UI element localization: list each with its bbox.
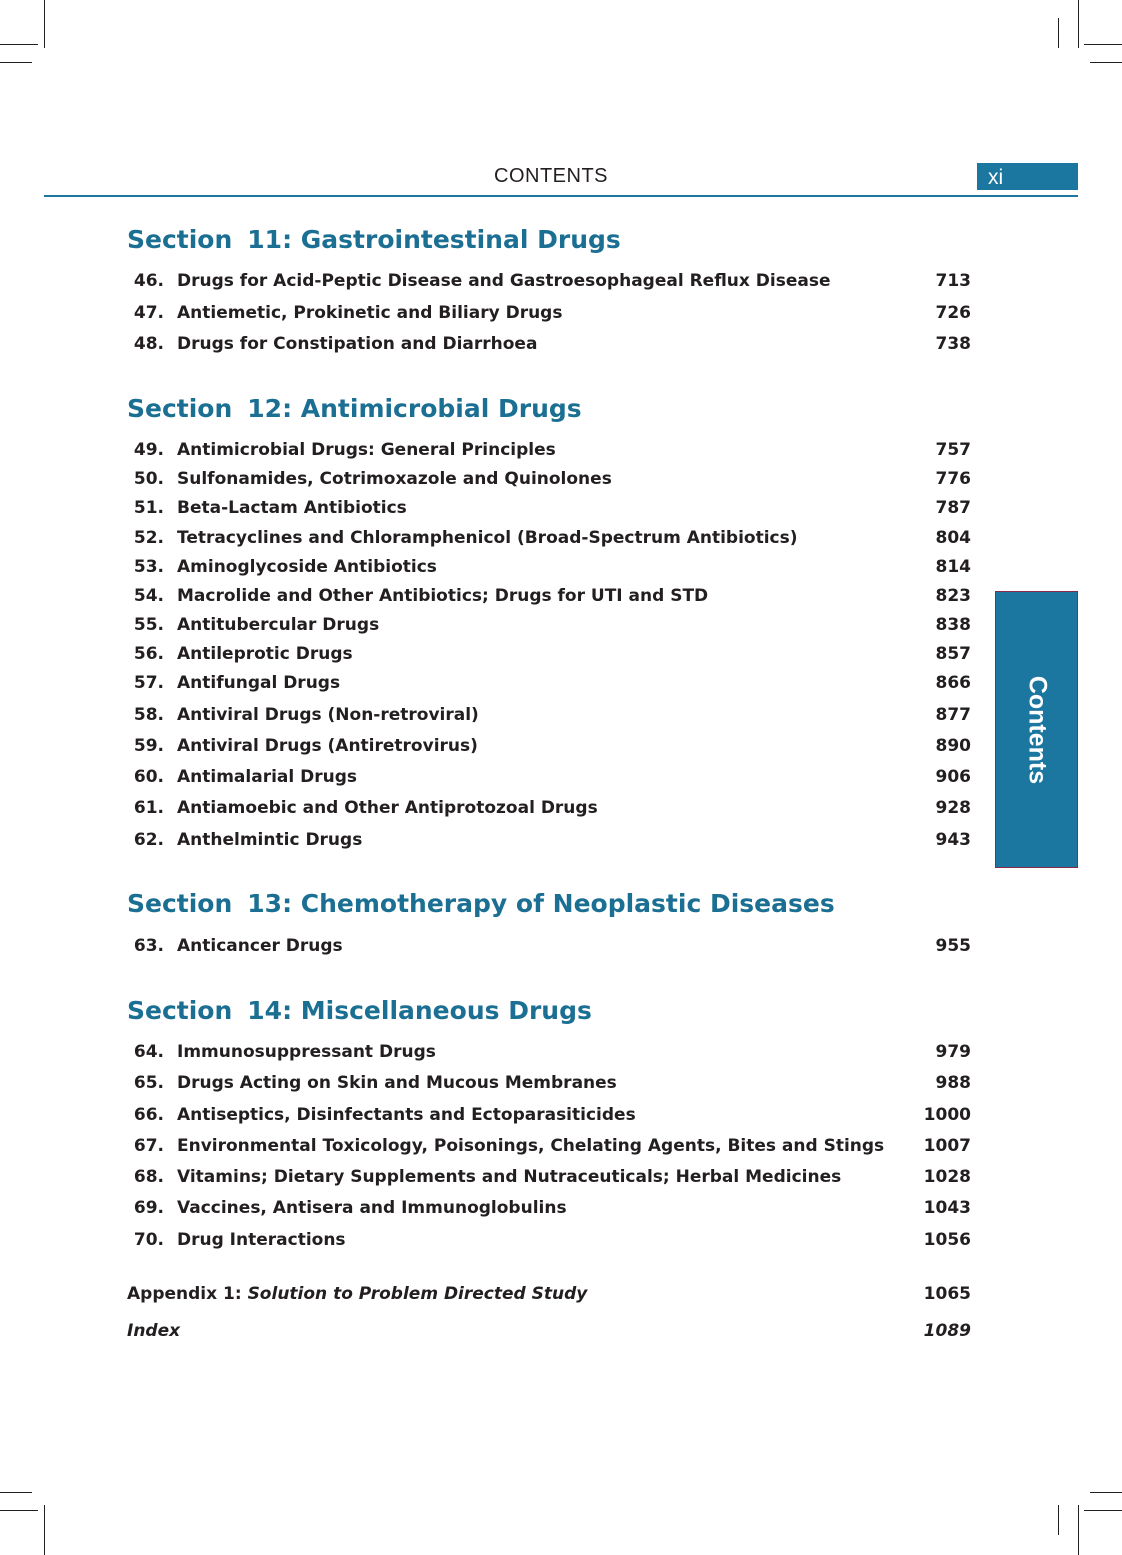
chapter-number: 70. <box>133 1230 164 1250</box>
toc-entry[interactable] <box>127 333 971 355</box>
toc-entry[interactable] <box>127 797 971 819</box>
appendix-title: Solution to Problem Directed Study <box>247 1284 588 1304</box>
chapter-page: 866 <box>935 673 971 693</box>
chapter-number: 61. <box>133 798 164 818</box>
toc-entry[interactable] <box>127 1229 971 1251</box>
crop-mark <box>1090 1492 1122 1493</box>
crop-mark <box>1078 1505 1079 1555</box>
appendix-entry[interactable] <box>127 1283 971 1305</box>
chapter-page: 890 <box>935 736 971 756</box>
chapter-title: Antimicrobial Drugs: General Principles <box>177 440 556 460</box>
chapter-number: 57. <box>133 673 164 693</box>
chapter-number: 68. <box>133 1167 164 1187</box>
thumb-tab-label: Contents <box>1023 675 1051 784</box>
page-number: xi <box>988 166 1004 189</box>
chapter-page: 787 <box>935 498 971 518</box>
chapter-page: 757 <box>935 440 971 460</box>
chapter-number: 50. <box>133 469 164 489</box>
crop-mark <box>0 44 38 45</box>
chapter-page: 1007 <box>923 1136 971 1156</box>
chapter-page: 1028 <box>923 1167 971 1187</box>
chapter-number: 60. <box>133 767 164 787</box>
toc-entry[interactable] <box>127 468 971 490</box>
index-entry[interactable] <box>127 1320 971 1342</box>
chapter-number: 52. <box>133 528 164 548</box>
chapter-title: Antiviral Drugs (Non-retroviral) <box>177 705 479 725</box>
chapter-title: Immunosuppressant Drugs <box>177 1042 436 1062</box>
chapter-number: 46. <box>133 271 164 291</box>
chapter-number: 64. <box>133 1042 164 1062</box>
chapter-title: Environmental Toxicology, Poisonings, Chelating Agents, Bites and Stings <box>177 1136 885 1156</box>
chapter-number: 49. <box>133 440 164 460</box>
chapter-number: 69. <box>133 1198 164 1218</box>
chapter-title: Antiemetic, Prokinetic and Biliary Drugs <box>177 303 563 323</box>
toc-entry[interactable] <box>127 527 971 549</box>
chapter-page: 928 <box>935 798 971 818</box>
crop-mark <box>1058 18 1059 48</box>
chapter-title: Tetracyclines and Chloramphenicol (Broad-Spectrum Antibiotics) <box>177 528 798 548</box>
chapter-number: 63. <box>133 936 164 956</box>
chapter-number: 53. <box>133 557 164 577</box>
chapter-number: 58. <box>133 705 164 725</box>
header-rule <box>44 195 1078 197</box>
section-label: Section <box>127 996 233 1025</box>
crop-mark <box>0 1492 32 1493</box>
crop-mark <box>44 0 45 48</box>
chapter-title: Sulfonamides, Cotrimoxazole and Quinolones <box>177 469 612 489</box>
section-label: Section <box>127 889 233 918</box>
chapter-title: Antifungal Drugs <box>177 673 341 693</box>
chapter-page: 726 <box>935 303 971 323</box>
chapter-page: 906 <box>935 767 971 787</box>
toc-entry[interactable] <box>127 735 971 757</box>
chapter-number: 54. <box>133 586 164 606</box>
crop-mark <box>1084 44 1122 45</box>
toc-entry[interactable] <box>127 270 971 292</box>
chapter-title: Anticancer Drugs <box>177 936 343 956</box>
appendix-label: Appendix 1: <box>127 1284 242 1304</box>
chapter-title: Drug Interactions <box>177 1230 346 1250</box>
chapter-title: Antitubercular Drugs <box>177 615 380 635</box>
chapter-page: 988 <box>935 1073 971 1093</box>
chapter-page: 713 <box>935 271 971 291</box>
chapter-title: Antiviral Drugs (Antiretrovirus) <box>177 736 478 756</box>
chapter-page: 943 <box>935 830 971 850</box>
chapter-title: Aminoglycoside Antibiotics <box>177 557 437 577</box>
chapter-title: Anthelmintic Drugs <box>177 830 363 850</box>
toc-entry[interactable] <box>127 766 971 788</box>
toc-entry[interactable] <box>127 935 971 957</box>
section-heading <box>127 225 621 254</box>
toc-entry[interactable] <box>127 439 971 461</box>
chapter-page: 979 <box>935 1042 971 1062</box>
chapter-title: Drugs for Acid-Peptic Disease and Gastroesophageal Reflux Disease <box>177 271 831 291</box>
toc-entry[interactable] <box>127 1166 971 1188</box>
toc-entry[interactable] <box>127 585 971 607</box>
toc-entry[interactable] <box>127 302 971 324</box>
toc-entry[interactable] <box>127 1072 971 1094</box>
chapter-title: Vaccines, Antisera and Immunoglobulins <box>177 1198 567 1218</box>
toc-entry[interactable] <box>127 1041 971 1063</box>
appendix-page: 1065 <box>923 1284 971 1304</box>
chapter-number: 59. <box>133 736 164 756</box>
chapter-number: 66. <box>133 1105 164 1125</box>
crop-mark <box>1090 62 1122 63</box>
section-heading <box>127 889 835 918</box>
chapter-page: 838 <box>935 615 971 635</box>
chapter-number: 48. <box>133 334 164 354</box>
chapter-number: 67. <box>133 1136 164 1156</box>
toc-entry[interactable] <box>127 1104 971 1126</box>
section-title: 13: Chemotherapy of Neoplastic Diseases <box>247 889 835 918</box>
section-title: 12: Antimicrobial Drugs <box>247 394 582 423</box>
crop-mark <box>0 62 32 63</box>
chapter-title: Antileprotic Drugs <box>177 644 353 664</box>
page-number-badge <box>977 163 1078 190</box>
toc-entry[interactable] <box>127 643 971 665</box>
chapter-title: Antiseptics, Disinfectants and Ectoparasiticides <box>177 1105 636 1125</box>
chapter-title: Vitamins; Dietary Supplements and Nutraceuticals; Herbal Medicines <box>177 1167 842 1187</box>
chapter-title: Beta-Lactam Antibiotics <box>177 498 407 518</box>
toc-entry[interactable] <box>127 672 971 694</box>
chapter-page: 1043 <box>923 1198 971 1218</box>
chapter-page: 823 <box>935 586 971 606</box>
chapter-number: 55. <box>133 615 164 635</box>
chapter-title: Drugs Acting on Skin and Mucous Membranes <box>177 1073 617 1093</box>
chapter-page: 857 <box>935 644 971 664</box>
toc-entry[interactable] <box>127 1135 971 1157</box>
toc-entry[interactable] <box>127 704 971 726</box>
crop-mark <box>0 1510 38 1511</box>
chapter-page: 955 <box>935 936 971 956</box>
toc-entry[interactable] <box>127 829 971 851</box>
chapter-title: Antimalarial Drugs <box>177 767 358 787</box>
chapter-title: Antiamoebic and Other Antiprotozoal Drugs <box>177 798 598 818</box>
chapter-page: 776 <box>935 469 971 489</box>
section-heading <box>127 394 582 423</box>
chapter-page: 877 <box>935 705 971 725</box>
section-heading <box>127 996 592 1025</box>
chapter-number: 47. <box>133 303 164 323</box>
chapter-number: 65. <box>133 1073 164 1093</box>
running-header-title: CONTENTS <box>494 165 608 187</box>
chapter-page: 804 <box>935 528 971 548</box>
crop-mark <box>1084 1510 1122 1511</box>
chapter-number: 56. <box>133 644 164 664</box>
chapter-page: 814 <box>935 557 971 577</box>
crop-mark <box>1058 1505 1059 1535</box>
chapter-number: 51. <box>133 498 164 518</box>
chapter-page: 1000 <box>923 1105 971 1125</box>
chapter-title: Drugs for Constipation and Diarrhoea <box>177 334 538 354</box>
chapter-page: 738 <box>935 334 971 354</box>
section-label: Section <box>127 394 233 423</box>
toc-entry[interactable] <box>127 556 971 578</box>
index-page: 1089 <box>923 1321 971 1341</box>
section-label: Section <box>127 225 233 254</box>
contents-thumb-tab <box>995 591 1078 868</box>
section-title: 14: Miscellaneous Drugs <box>247 996 592 1025</box>
index-label: Index <box>127 1321 181 1341</box>
crop-mark <box>44 1505 45 1555</box>
chapter-title: Macrolide and Other Antibiotics; Drugs for UTI and STD <box>177 586 709 606</box>
toc-entry[interactable] <box>127 614 971 636</box>
chapter-number: 62. <box>133 830 164 850</box>
chapter-page: 1056 <box>923 1230 971 1250</box>
toc-entry[interactable] <box>127 1197 971 1219</box>
toc-entry[interactable] <box>127 497 971 519</box>
crop-mark <box>1078 0 1079 48</box>
section-title: 11: Gastrointestinal Drugs <box>247 225 621 254</box>
